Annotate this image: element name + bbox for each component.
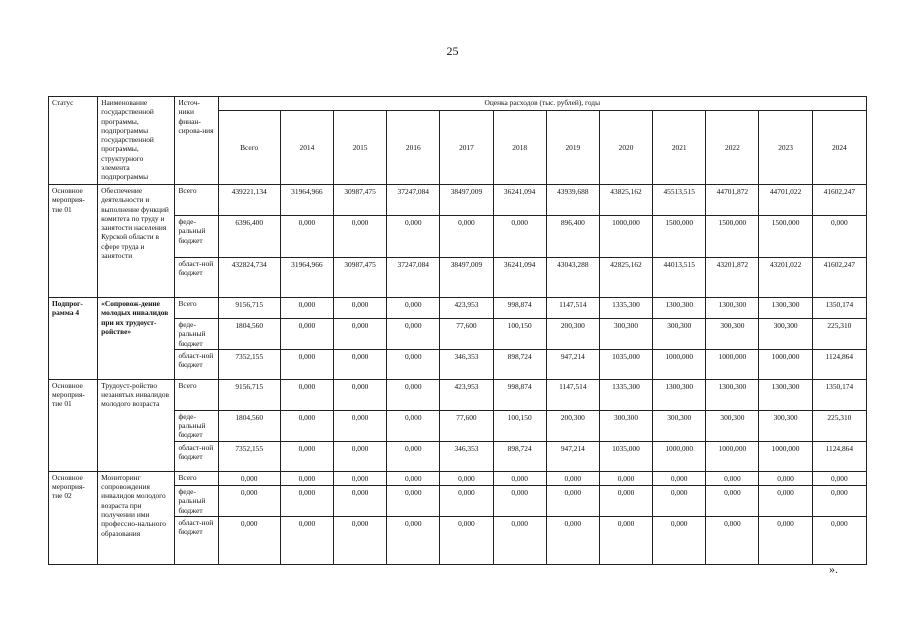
value-cell: 0,000 <box>546 486 599 517</box>
value-cell: 36241,094 <box>493 258 546 298</box>
value-cell: 1335,300 <box>599 298 652 319</box>
value-cell: 1500,000 <box>706 216 759 258</box>
value-cell: 1124,864 <box>812 349 866 379</box>
value-cell: 36241,094 <box>493 185 546 216</box>
total-cell: 7352,155 <box>218 441 280 471</box>
value-cell: 0,000 <box>333 379 386 410</box>
value-cell: 1000,000 <box>599 216 652 258</box>
source-cell: феде-ральный бюджет <box>175 319 218 350</box>
value-cell: 896,400 <box>546 216 599 258</box>
value-cell: 0,000 <box>333 216 386 258</box>
value-cell: 300,300 <box>653 410 706 441</box>
value-cell: 44701,022 <box>759 185 812 216</box>
value-cell: 1300,300 <box>759 379 812 410</box>
source-cell: Всего <box>175 298 218 319</box>
value-cell: 0,000 <box>387 471 440 485</box>
value-cell: 0,000 <box>387 298 440 319</box>
value-cell: 31964,966 <box>280 185 333 216</box>
total-cell: 1804,560 <box>218 319 280 350</box>
value-cell: 0,000 <box>333 471 386 485</box>
status-cell: Основное мероприя-тие 01 <box>49 379 98 471</box>
total-cell: 1804,560 <box>218 410 280 441</box>
value-cell: 0,000 <box>280 298 333 319</box>
value-cell: 31964,966 <box>280 258 333 298</box>
value-cell: 300,300 <box>759 410 812 441</box>
value-cell: 37247,084 <box>387 258 440 298</box>
status-cell: Подпрог-рамма 4 <box>49 298 98 380</box>
header-year: 2023 <box>759 111 812 185</box>
closing-mark: ». <box>829 562 838 576</box>
value-cell: 30987,475 <box>333 185 386 216</box>
value-cell: 1300,300 <box>653 379 706 410</box>
value-cell: 0,000 <box>546 471 599 485</box>
value-cell: 1500,000 <box>653 216 706 258</box>
total-cell: 432824,734 <box>218 258 280 298</box>
total-cell: 0,000 <box>218 516 280 564</box>
value-cell: 0,000 <box>812 471 866 485</box>
value-cell: 0,000 <box>812 486 866 517</box>
value-cell: 300,300 <box>706 410 759 441</box>
value-cell: 1350,174 <box>812 379 866 410</box>
value-cell: 0,000 <box>493 216 546 258</box>
header-year: 2015 <box>333 111 386 185</box>
header-total: Всего <box>218 111 280 185</box>
value-cell: 0,000 <box>387 441 440 471</box>
value-cell: 1000,000 <box>653 349 706 379</box>
value-cell: 38497,009 <box>440 185 493 216</box>
value-cell: 0,000 <box>493 486 546 517</box>
value-cell: 0,000 <box>440 471 493 485</box>
value-cell: 0,000 <box>493 516 546 564</box>
total-cell: 9156,715 <box>218 298 280 319</box>
value-cell: 0,000 <box>440 216 493 258</box>
value-cell: 200,300 <box>546 319 599 350</box>
value-cell: 0,000 <box>333 410 386 441</box>
value-cell: 300,300 <box>599 410 652 441</box>
value-cell: 0,000 <box>653 516 706 564</box>
value-cell: 423,953 <box>440 379 493 410</box>
value-cell: 0,000 <box>387 410 440 441</box>
source-cell: област-ной бюджет <box>175 516 218 564</box>
value-cell: 43043,288 <box>546 258 599 298</box>
value-cell: 0,000 <box>387 516 440 564</box>
value-cell: 0,000 <box>812 516 866 564</box>
value-cell: 346,353 <box>440 441 493 471</box>
source-cell: област-ной бюджет <box>175 258 218 298</box>
value-cell: 947,214 <box>546 349 599 379</box>
value-cell: 898,724 <box>493 441 546 471</box>
value-cell: 1300,300 <box>653 298 706 319</box>
value-cell: 0,000 <box>280 441 333 471</box>
value-cell: 0,000 <box>387 349 440 379</box>
value-cell: 1000,000 <box>706 441 759 471</box>
header-year: 2017 <box>440 111 493 185</box>
source-cell: феде-ральный бюджет <box>175 410 218 441</box>
total-cell: 9156,715 <box>218 379 280 410</box>
name-cell: Обеспечение деятельности и выполнение функций комитета по труду и занятости населения Курской области в сфере труда и занятости <box>98 185 175 298</box>
value-cell: 0,000 <box>333 319 386 350</box>
value-cell: 1124,864 <box>812 441 866 471</box>
table-row <box>49 471 867 485</box>
header-estimate: Оценка расходов (тыс. рублей), годы <box>218 97 866 111</box>
expense-table <box>48 96 867 565</box>
value-cell: 0,000 <box>280 516 333 564</box>
value-cell: 0,000 <box>387 319 440 350</box>
value-cell: 0,000 <box>280 410 333 441</box>
value-cell: 1300,300 <box>706 298 759 319</box>
value-cell: 0,000 <box>812 216 866 258</box>
value-cell: 0,000 <box>440 516 493 564</box>
table-row <box>49 298 867 319</box>
table-row <box>49 379 867 410</box>
value-cell: 1300,300 <box>706 379 759 410</box>
value-cell: 300,300 <box>653 319 706 350</box>
header-year: 2016 <box>387 111 440 185</box>
value-cell: 0,000 <box>280 379 333 410</box>
value-cell: 300,300 <box>599 319 652 350</box>
value-cell: 44013,515 <box>653 258 706 298</box>
value-cell: 1300,300 <box>759 298 812 319</box>
table-row <box>49 185 867 216</box>
value-cell: 1335,300 <box>599 379 652 410</box>
value-cell: 0,000 <box>653 486 706 517</box>
value-cell: 0,000 <box>333 298 386 319</box>
source-cell: Всего <box>175 471 218 485</box>
value-cell: 0,000 <box>706 471 759 485</box>
status-cell: Основное мероприя-тие 01 <box>49 185 98 298</box>
value-cell: 0,000 <box>387 216 440 258</box>
value-cell: 0,000 <box>546 516 599 564</box>
header-year: 2018 <box>493 111 546 185</box>
value-cell: 0,000 <box>493 471 546 485</box>
value-cell: 0,000 <box>333 441 386 471</box>
value-cell: 0,000 <box>280 471 333 485</box>
value-cell: 0,000 <box>333 516 386 564</box>
value-cell: 77,600 <box>440 319 493 350</box>
value-cell: 0,000 <box>333 349 386 379</box>
table-body <box>49 185 867 565</box>
value-cell: 0,000 <box>280 319 333 350</box>
value-cell: 43201,872 <box>706 258 759 298</box>
name-cell: Трудоуст-ройство незанятых инвалидов молодого возраста <box>98 379 175 471</box>
value-cell: 0,000 <box>599 486 652 517</box>
value-cell: 0,000 <box>653 471 706 485</box>
source-cell: област-ной бюджет <box>175 349 218 379</box>
value-cell: 44701,872 <box>706 185 759 216</box>
value-cell: 41602,247 <box>812 258 866 298</box>
value-cell: 1035,000 <box>599 441 652 471</box>
value-cell: 30987,475 <box>333 258 386 298</box>
value-cell: 0,000 <box>706 486 759 517</box>
value-cell: 200,300 <box>546 410 599 441</box>
name-cell: Мониторинг сопровождения инвалидов молодого возраста при получении ими профессио-нального образования <box>98 471 175 564</box>
value-cell: 898,724 <box>493 349 546 379</box>
value-cell: 423,953 <box>440 298 493 319</box>
value-cell: 346,353 <box>440 349 493 379</box>
value-cell: 0,000 <box>280 349 333 379</box>
header-year: 2022 <box>706 111 759 185</box>
value-cell: 300,300 <box>706 319 759 350</box>
status-cell: Основное мероприя-тие 02 <box>49 471 98 564</box>
value-cell: 43825,162 <box>599 185 652 216</box>
value-cell: 1500,000 <box>759 216 812 258</box>
value-cell: 0,000 <box>387 379 440 410</box>
value-cell: 0,000 <box>599 516 652 564</box>
value-cell: 0,000 <box>759 471 812 485</box>
value-cell: 0,000 <box>280 216 333 258</box>
source-cell: Всего <box>175 379 218 410</box>
header-year: 2014 <box>280 111 333 185</box>
value-cell: 1000,000 <box>706 349 759 379</box>
value-cell: 77,600 <box>440 410 493 441</box>
total-cell: 7352,155 <box>218 349 280 379</box>
value-cell: 0,000 <box>387 486 440 517</box>
value-cell: 45513,515 <box>653 185 706 216</box>
value-cell: 1035,000 <box>599 349 652 379</box>
header-year: 2021 <box>653 111 706 185</box>
header-name: Наименование государственной программы, подпрограммы государственной программы, структурного элемента подпрограммы <box>98 97 175 185</box>
value-cell: 225,310 <box>812 410 866 441</box>
value-cell: 1350,174 <box>812 298 866 319</box>
name-cell: «Сопровож-дение молодых инвалидов при их трудоуст-ройстве» <box>98 298 175 380</box>
value-cell: 100,150 <box>493 319 546 350</box>
total-cell: 439221,134 <box>218 185 280 216</box>
value-cell: 38497,009 <box>440 258 493 298</box>
value-cell: 0,000 <box>599 471 652 485</box>
header-status: Статус <box>49 97 98 185</box>
value-cell: 43939,688 <box>546 185 599 216</box>
header-year: 2024 <box>812 111 866 185</box>
value-cell: 1000,000 <box>759 349 812 379</box>
source-cell: област-ной бюджет <box>175 441 218 471</box>
value-cell: 100,150 <box>493 410 546 441</box>
value-cell: 998,874 <box>493 298 546 319</box>
value-cell: 0,000 <box>280 486 333 517</box>
value-cell: 0,000 <box>440 486 493 517</box>
header-year: 2019 <box>546 111 599 185</box>
value-cell: 43201,022 <box>759 258 812 298</box>
value-cell: 947,214 <box>546 441 599 471</box>
value-cell: 0,000 <box>759 516 812 564</box>
value-cell: 998,874 <box>493 379 546 410</box>
source-cell: феде-ральный бюджет <box>175 486 218 517</box>
source-cell: Всего <box>175 185 218 216</box>
total-cell: 0,000 <box>218 471 280 485</box>
value-cell: 225,310 <box>812 319 866 350</box>
value-cell: 1000,000 <box>759 441 812 471</box>
value-cell: 1000,000 <box>653 441 706 471</box>
value-cell: 1147,514 <box>546 379 599 410</box>
page-number: 25 <box>446 44 459 58</box>
total-cell: 0,000 <box>218 486 280 517</box>
total-cell: 6396,400 <box>218 216 280 258</box>
source-cell: феде-ральный бюджет <box>175 216 218 258</box>
value-cell: 0,000 <box>706 516 759 564</box>
header-source: Источ-ники финан-сирова-ния <box>175 97 218 185</box>
value-cell: 0,000 <box>333 486 386 517</box>
header-year: 2020 <box>599 111 652 185</box>
value-cell: 41602,247 <box>812 185 866 216</box>
value-cell: 42825,162 <box>599 258 652 298</box>
value-cell: 1147,514 <box>546 298 599 319</box>
value-cell: 0,000 <box>759 486 812 517</box>
value-cell: 300,300 <box>759 319 812 350</box>
value-cell: 37247,084 <box>387 185 440 216</box>
